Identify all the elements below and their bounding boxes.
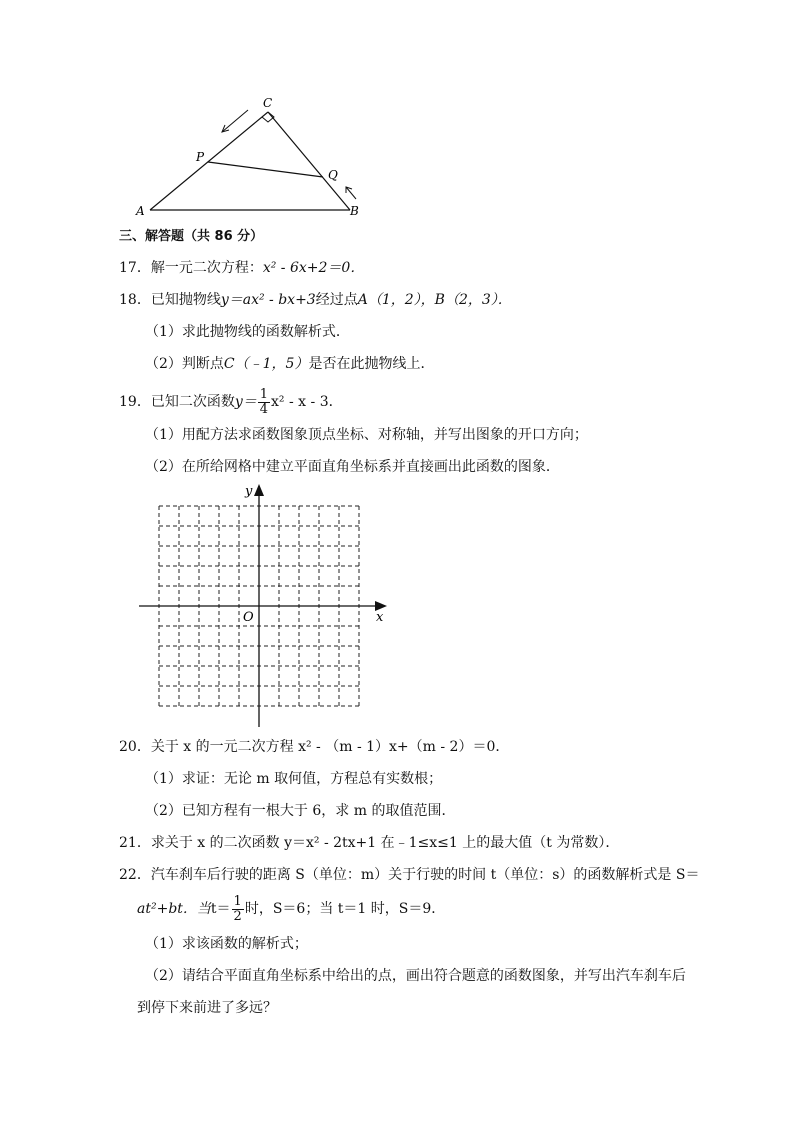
section-header: 三、解答题（共 86 分）	[119, 229, 264, 244]
fraction	[258, 388, 270, 417]
fraction-denominator: 2	[233, 908, 242, 924]
question-22	[119, 865, 699, 885]
point-b: B（2，3）．	[434, 292, 512, 308]
point-c: C（﹣1，5）	[223, 356, 309, 372]
side-cb	[268, 112, 350, 210]
y-axis-label: y	[245, 484, 253, 499]
q20-part2: （2）已知方程有一根大于 6，求 m 的取值范围．	[145, 803, 456, 819]
q18-part1: （1）求此抛物线的函数解析式．	[145, 324, 350, 340]
label-b: B	[350, 204, 359, 218]
question-number: 21．	[119, 835, 151, 851]
question-text: 已知抛物线	[150, 292, 221, 308]
question-18	[119, 290, 512, 310]
question-number: 22．	[119, 867, 151, 883]
fraction-numerator: 1	[233, 893, 242, 909]
question-21	[119, 833, 619, 853]
arrow-c-to-p-icon	[222, 110, 248, 132]
label-c: C	[263, 96, 273, 110]
equation: x² - 6x+2＝0．	[262, 260, 365, 276]
question-number: 18．	[119, 292, 151, 308]
question-number: 19．	[119, 394, 151, 410]
fraction	[232, 895, 244, 924]
question-number: 17．	[119, 260, 151, 276]
question-text: 关于 x 的一元二次方程 x² - （m - 1）x+（m - 2）＝0．	[150, 739, 510, 755]
fraction-numerator: 1	[259, 386, 269, 402]
segment-pq	[208, 162, 323, 177]
q19-part2: （2）在所给网格中建立平面直角坐标系并直接画出此函数的图象．	[145, 459, 560, 475]
x-axis-label: x	[376, 610, 384, 625]
part-text: 是否在此抛物线上．	[308, 356, 435, 372]
coordinate-grid-figure	[135, 480, 395, 732]
triangle-figure	[130, 92, 370, 222]
origin-label: O	[243, 610, 254, 625]
x-axis	[139, 601, 387, 611]
q18-part2	[145, 354, 434, 374]
equation: y＝ax² - bx+3	[220, 292, 316, 308]
question-20	[119, 737, 509, 757]
y-equals: y＝	[234, 394, 257, 410]
equation: at²+bt．当	[137, 901, 211, 917]
question-text: 解一元二次方程：	[150, 260, 263, 276]
question-number: 20．	[119, 739, 151, 755]
label-p: P	[196, 150, 205, 164]
q22-part2-line2: 到停下来前进了多远？	[137, 1000, 277, 1016]
question-17	[119, 258, 364, 278]
point-a: A（1，2），	[357, 292, 435, 308]
q20-part1: （1）求证：无论 m 取何值，方程总有实数根；	[145, 771, 443, 787]
question-22-line2	[137, 894, 445, 924]
question-text: 已知二次函数	[150, 394, 235, 410]
q22-part2-line1: （2）请结合平面直角坐标系中给出的点，画出符合题意的函数图象，并写出汽车刹车后	[145, 968, 686, 984]
fraction-denominator: 4	[259, 401, 269, 417]
q22-part1: （1）求该函数的解析式；	[145, 936, 308, 952]
question-19	[119, 387, 343, 417]
question-text: 时，S＝6；当 t＝1 时，S＝9．	[244, 901, 446, 917]
question-text: 汽车刹车后行驶的距离 S（单位：m）关于行驶的时间 t（单位：s）的函数解析式是 S＝	[150, 867, 700, 883]
q19-part1: （1）用配方法求函数图象顶点坐标、对称轴，并写出图象的开口方向；	[145, 427, 588, 443]
question-text: 求关于 x 的二次函数 y＝x² - 2tx+1 在﹣1≤x≤1 上的最大值（t 为常数）．	[150, 835, 620, 851]
side-ac	[150, 112, 268, 210]
arrow-b-to-q-icon	[346, 187, 356, 199]
t-equals: t＝	[210, 901, 231, 917]
label-a: A	[136, 204, 145, 218]
equation-rest: x² - x - 3．	[271, 394, 343, 410]
question-text: 经过点	[315, 292, 358, 308]
label-q: Q	[328, 168, 338, 182]
part-text: （2）判断点	[145, 356, 224, 372]
y-axis-arrow-icon	[254, 484, 264, 496]
